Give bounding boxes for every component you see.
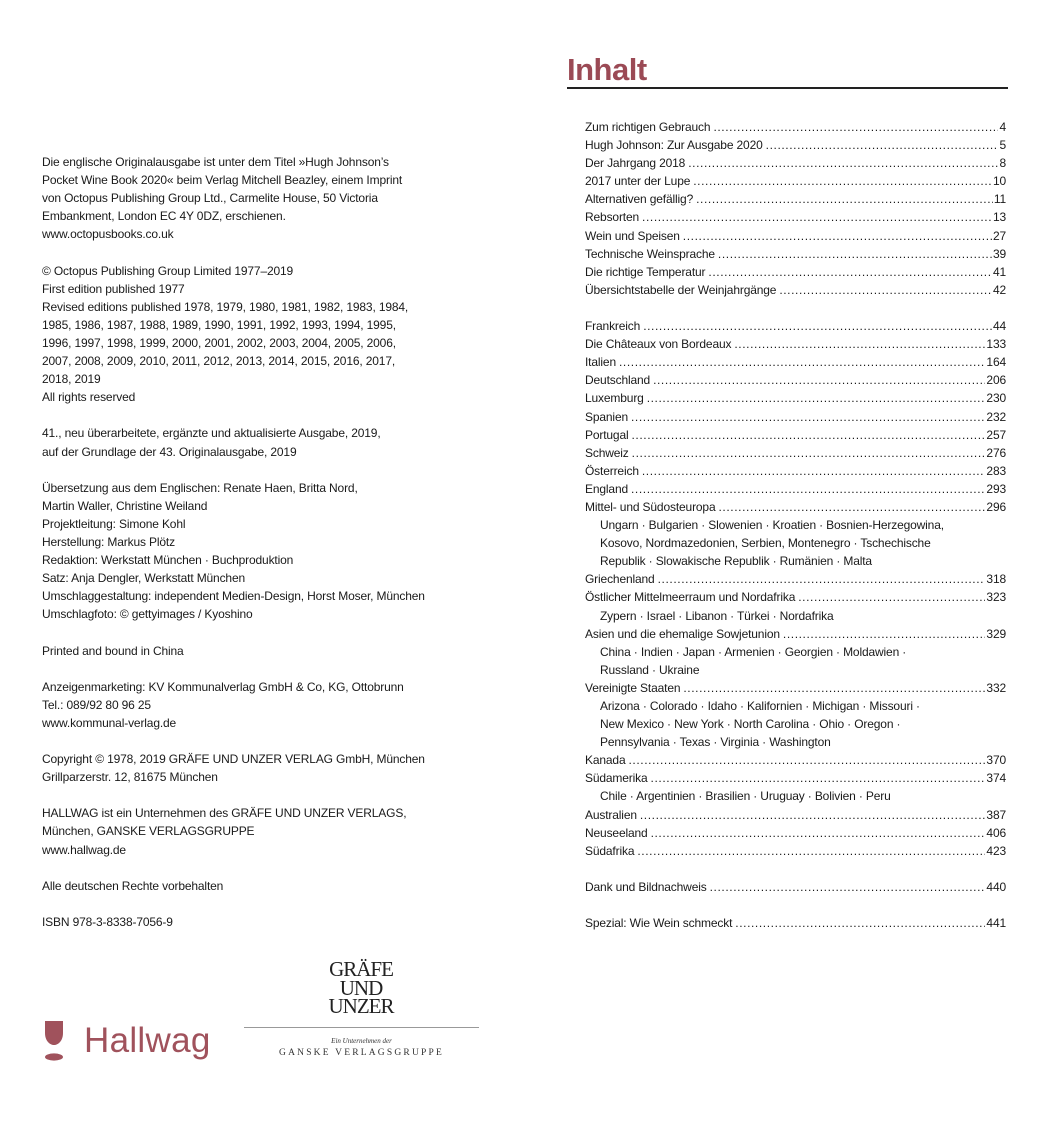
- toc-entry[interactable]: [585, 281, 1006, 299]
- imprint-line: ISBN 978-3-8338-7056-9: [42, 914, 173, 929]
- toc-gap: [585, 299, 1006, 317]
- toc-entry[interactable]: [585, 208, 1006, 226]
- toc-entry[interactable]: [585, 190, 1006, 208]
- toc-entry-label: Kanada: [585, 751, 628, 769]
- toc-entry-label: Die Châteaux von Bordeaux: [585, 335, 734, 353]
- toc-entry[interactable]: [585, 317, 1006, 335]
- blank-line: [42, 895, 482, 913]
- toc-entry[interactable]: [585, 371, 1006, 389]
- toc-entry-label: Hugh Johnson: Zur Ausgabe 2020: [585, 136, 766, 154]
- toc-entry[interactable]: [585, 172, 1006, 190]
- dot-leader: [642, 208, 992, 226]
- toc-entry[interactable]: [585, 570, 1006, 588]
- toc-entry-page: 8: [999, 156, 1006, 171]
- dot-leader: [683, 227, 992, 245]
- logo-subline: Ein Unternehmen der: [331, 1037, 392, 1045]
- dot-leader: [643, 317, 992, 335]
- dot-leader: [642, 462, 986, 480]
- dot-leader: [631, 408, 985, 426]
- hallwag-logo: Hallwag: [84, 1021, 211, 1060]
- toc-entry-page: 423: [986, 843, 1006, 858]
- toc-entry-label: Australien: [585, 806, 640, 824]
- imprint-line: auf der Grundlage der 43. Originalausgabe, 2019: [42, 444, 297, 459]
- logo-line: UND: [339, 975, 383, 1000]
- imprint-line: 41., neu überarbeitete, ergänzte und aktualisierte Ausgabe, 2019,: [42, 426, 381, 441]
- toc-entry-page: 4: [999, 120, 1006, 134]
- dot-leader: [718, 245, 992, 263]
- graefe-und-unzer-logo: [318, 957, 404, 1018]
- toc-subentry: Ungarn · Bulgarien · Slowenien · Kroatien · Bosnien-Herzegowina,: [600, 518, 944, 533]
- toc-subentry: Kosovo, Nordmazedonien, Serbien, Montenegro · Tschechische: [600, 536, 931, 551]
- dot-leader: [779, 281, 992, 299]
- imprint-line: All rights reserved: [42, 390, 136, 405]
- dot-leader: [632, 426, 986, 444]
- toc-entry-page: 13: [992, 210, 1006, 225]
- imprint-line: Pocket Wine Book 2020« beim Verlag Mitchell Beazley, einem Imprint: [42, 173, 403, 188]
- imprint-line: Copyright © 1978, 2019 GRÄFE UND UNZER VERLAG GmbH, München: [42, 752, 425, 767]
- toc-entry-page: 230: [986, 391, 1006, 406]
- blank-line: [42, 859, 482, 877]
- toc-subentry: Russland · Ukraine: [600, 662, 700, 677]
- toc-entry[interactable]: [585, 824, 1006, 842]
- toc-subentry: Chile · Argentinien · Brasilien · Uruguay · Bolivien · Peru: [600, 789, 891, 804]
- dot-leader: [710, 878, 986, 896]
- dot-leader: [637, 842, 985, 860]
- toc-entry[interactable]: [585, 462, 1006, 480]
- imprint-text: [42, 153, 482, 931]
- toc-entry[interactable]: [585, 625, 1006, 643]
- imprint-line: HALLWAG ist ein Unternehmen des GRÄFE UND UNZER VERLAGS,: [42, 806, 407, 821]
- imprint-line: 2018, 2019: [42, 372, 101, 387]
- imprint-line: 1996, 1997, 1998, 1999, 2000, 2001, 2002, 2003, 2004, 2005, 2006,: [42, 335, 396, 350]
- toc-entry-label: Mittel- und Südosteuropa: [585, 498, 718, 516]
- imprint-line: Übersetzung aus dem Englischen: Renate Haen, Britta Nord,: [42, 480, 358, 495]
- toc-entry-page: 329: [986, 626, 1006, 641]
- toc-entry-page: 283: [986, 463, 1006, 478]
- blank-line: [42, 406, 482, 424]
- toc-entry-label: Griechenland: [585, 570, 658, 588]
- toc-entry-page: 206: [986, 373, 1006, 388]
- toc-entry-page: 276: [986, 445, 1006, 460]
- imprint-line: www.hallwag.de: [42, 842, 126, 857]
- toc-entry-label: England: [585, 480, 631, 498]
- title-rule: [567, 87, 1008, 89]
- toc-entry-label: Technische Weinsprache: [585, 245, 718, 263]
- imprint-line: © Octopus Publishing Group Limited 1977–2019: [42, 263, 294, 278]
- toc-entry[interactable]: [585, 498, 1006, 516]
- toc-entry-label: Der Jahrgang 2018: [585, 154, 688, 172]
- toc-entry-label: Östlicher Mittelmeerraum und Nordafrika: [585, 588, 798, 606]
- dot-leader: [708, 263, 992, 281]
- toc-entry-page: 293: [986, 481, 1006, 496]
- toc-entry[interactable]: [585, 914, 1006, 932]
- toc-entry[interactable]: [585, 263, 1006, 281]
- imprint-line: Anzeigenmarketing: KV Kommunalverlag GmbH & Co, KG, Ottobrunn: [42, 679, 404, 694]
- imprint-line: Umschlagfoto: © gettyimages / Kyoshino: [42, 607, 253, 622]
- toc-entry[interactable]: [585, 444, 1006, 462]
- imprint-line: Die englische Originalausgabe ist unter dem Titel »Hugh Johnson’s: [42, 155, 389, 169]
- toc-entry[interactable]: [585, 389, 1006, 407]
- dot-leader: [640, 806, 986, 824]
- dot-leader: [798, 588, 985, 606]
- toc-entry-page: 323: [986, 590, 1006, 605]
- imprint-line: Grillparzerstr. 12, 81675 München: [42, 770, 218, 785]
- dot-leader: [651, 824, 986, 842]
- toc-entry-page: 133: [986, 337, 1006, 352]
- toc-entry-label: Luxemburg: [585, 389, 647, 407]
- toc-entry-page: 164: [986, 355, 1006, 370]
- dot-leader: [658, 570, 986, 588]
- toc-entry[interactable]: [585, 679, 1006, 697]
- dot-leader: [683, 679, 985, 697]
- toc-entry-page: 318: [986, 572, 1006, 587]
- dot-leader: [619, 353, 985, 371]
- toc-entry-page: 440: [986, 879, 1006, 894]
- toc-entry-page: 27: [992, 228, 1006, 243]
- toc-entry-label: Frankreich: [585, 317, 643, 335]
- toc-subentry: Arizona · Colorado · Idaho · Kalifornien · Michigan · Missouri ·: [600, 699, 920, 713]
- toc-entry-label: Vereinigte Staaten: [585, 679, 683, 697]
- logo-divider: [244, 1027, 479, 1028]
- dot-leader: [631, 480, 985, 498]
- toc-entry-label: Spezial: Wie Wein schmeckt: [585, 914, 735, 932]
- toc-entry-page: 10: [992, 174, 1006, 189]
- toc-subentry: New Mexico · New York · North Carolina · Ohio · Oregon ·: [600, 717, 901, 732]
- dot-leader: [651, 769, 986, 787]
- toc-entry-page: 41: [992, 264, 1006, 279]
- toc-subentry: Zypern · Israel · Libanon · Türkei · Nordafrika: [600, 608, 834, 623]
- imprint-line: Umschlaggestaltung: independent Medien-Design, Horst Moser, München: [42, 589, 425, 604]
- imprint-line: Projektleitung: Simone Kohl: [42, 516, 186, 531]
- imprint-line: Alle deutschen Rechte vorbehalten: [42, 878, 224, 893]
- toc-entry-label: Italien: [585, 353, 619, 371]
- logo-line: GRÄFE: [329, 957, 393, 981]
- toc-entry-page: 387: [986, 807, 1006, 822]
- toc-entry[interactable]: [585, 154, 1006, 172]
- toc-entry-label: Spanien: [585, 408, 631, 426]
- toc-entry-page: 374: [986, 771, 1006, 786]
- ganske-verlagsgruppe-label: GANSKE VERLAGSGRUPPE: [279, 1048, 444, 1058]
- toc-entry-page: 42: [992, 282, 1006, 297]
- blank-line: [42, 660, 482, 678]
- toc-entry[interactable]: [585, 353, 1006, 371]
- toc-entry-page: 232: [986, 409, 1006, 424]
- toc-entry[interactable]: [585, 588, 1006, 606]
- dot-leader: [693, 172, 992, 190]
- toc-entry-label: Wein und Speisen: [585, 227, 683, 245]
- dot-leader: [688, 154, 998, 172]
- toc-subentry: Republik · Slowakische Republik · Rumänien · Malta: [600, 554, 872, 569]
- toc-entry-label: Schweiz: [585, 444, 632, 462]
- imprint-line: von Octopus Publishing Group Ltd., Carmelite House, 50 Victoria: [42, 191, 378, 206]
- dot-leader: [647, 389, 986, 407]
- toc-entry-label: Alternativen gefällig?: [585, 190, 696, 208]
- dot-leader: [734, 335, 985, 353]
- toc-entry-label: Südamerika: [585, 769, 651, 787]
- toc-entry-label: Übersichtstabelle der Weinjahrgänge: [585, 281, 779, 299]
- dot-leader: [696, 190, 993, 208]
- logo-line: UNZER: [328, 994, 394, 1018]
- imprint-line: 1985, 1986, 1987, 1988, 1989, 1990, 1991, 1992, 1993, 1994, 1995,: [42, 317, 396, 332]
- blank-line: [42, 732, 482, 750]
- blank-line: [42, 243, 482, 261]
- imprint-line: Martin Waller, Christine Weiland: [42, 498, 208, 513]
- toc-entry-page: 296: [986, 499, 1006, 514]
- imprint-line: www.octopusbooks.co.uk: [42, 227, 174, 242]
- toc-entry-label: Die richtige Temperatur: [585, 263, 708, 281]
- toc-entry-page: 11: [993, 192, 1006, 207]
- dot-leader: [628, 751, 985, 769]
- blank-line: [42, 786, 482, 804]
- blank-line: [42, 461, 482, 479]
- dot-leader: [632, 444, 986, 462]
- toc-entry-label: Asien und die ehemalige Sowjetunion: [585, 625, 783, 643]
- toc-entry[interactable]: [585, 227, 1006, 245]
- toc-entry[interactable]: [585, 769, 1006, 787]
- toc-entry[interactable]: [585, 245, 1006, 263]
- toc-entry-label: Portugal: [585, 426, 632, 444]
- imprint-line: www.kommunal-verlag.de: [42, 715, 177, 730]
- toc-entry-label: Deutschland: [585, 371, 653, 389]
- toc-subentry: China · Indien · Japan · Armenien · Georgien · Moldawien ·: [600, 644, 907, 659]
- toc-gap: [585, 896, 1006, 914]
- imprint-line: Satz: Anja Dengler, Werkstatt München: [42, 571, 246, 586]
- dot-leader: [735, 914, 985, 932]
- toc-entry-page: 332: [986, 680, 1006, 695]
- toc-entry[interactable]: [585, 480, 1006, 498]
- toc-entry[interactable]: [585, 842, 1006, 860]
- dot-leader: [713, 118, 998, 136]
- imprint-line: München, GANSKE VERLAGSGRUPPE: [42, 824, 255, 839]
- toc-subentry: Pennsylvania · Texas · Virginia · Washington: [600, 735, 831, 750]
- toc-entry-page: 406: [986, 825, 1006, 840]
- toc-entry[interactable]: [585, 426, 1006, 444]
- toc-entry[interactable]: [585, 335, 1006, 353]
- dot-leader: [718, 498, 985, 516]
- toc-entry-label: 2017 unter der Lupe: [585, 172, 693, 190]
- toc-entry[interactable]: [585, 878, 1006, 896]
- imprint-line: Tel.: 089/92 80 96 25: [42, 697, 151, 712]
- imprint-line: First edition published 1977: [42, 281, 185, 296]
- toc-entry-label: Zum richtigen Gebrauch: [585, 118, 713, 136]
- imprint-line: Embankment, London EC 4Y 0DZ, erschienen.: [42, 209, 286, 224]
- blank-line: [42, 623, 482, 641]
- toc-entry-page: 370: [986, 753, 1006, 768]
- imprint-line: Revised editions published 1978, 1979, 1980, 1981, 1982, 1983, 1984,: [42, 299, 409, 314]
- toc-entry-label: Südafrika: [585, 842, 637, 860]
- toc-entry-page: 39: [992, 246, 1006, 261]
- toc-entry-label: Rebsorten: [585, 208, 642, 226]
- imprint-line: Redaktion: Werkstatt München · Buchproduktion: [42, 553, 294, 568]
- toc-gap: [585, 860, 1006, 878]
- toc-entry[interactable]: [585, 751, 1006, 769]
- toc-entry-label: Neuseeland: [585, 824, 651, 842]
- toc-entry[interactable]: [585, 136, 1006, 154]
- toc-entry-label: Österreich: [585, 462, 642, 480]
- toc-entry-label: Dank und Bildnachweis: [585, 878, 710, 896]
- imprint-line: Herstellung: Markus Plötz: [42, 534, 175, 549]
- toc-entry-page: 257: [986, 427, 1006, 442]
- toc-entry[interactable]: [585, 118, 1006, 136]
- dot-leader: [766, 136, 999, 154]
- imprint-line: Printed and bound in China: [42, 643, 184, 658]
- toc-entry-page: 44: [992, 319, 1006, 334]
- toc-entry[interactable]: [585, 806, 1006, 824]
- wine-glass-icon: [44, 1021, 64, 1061]
- page-title: Inhalt: [567, 52, 647, 87]
- imprint-line: 2007, 2008, 2009, 2010, 2011, 2012, 2013, 2014, 2015, 2016, 2017,: [42, 354, 396, 369]
- toc-entry[interactable]: [585, 408, 1006, 426]
- table-of-contents: [585, 118, 1006, 932]
- dot-leader: [653, 371, 985, 389]
- toc-entry-page: 5: [999, 138, 1006, 153]
- toc-entry-page: 441: [986, 916, 1006, 931]
- dot-leader: [783, 625, 986, 643]
